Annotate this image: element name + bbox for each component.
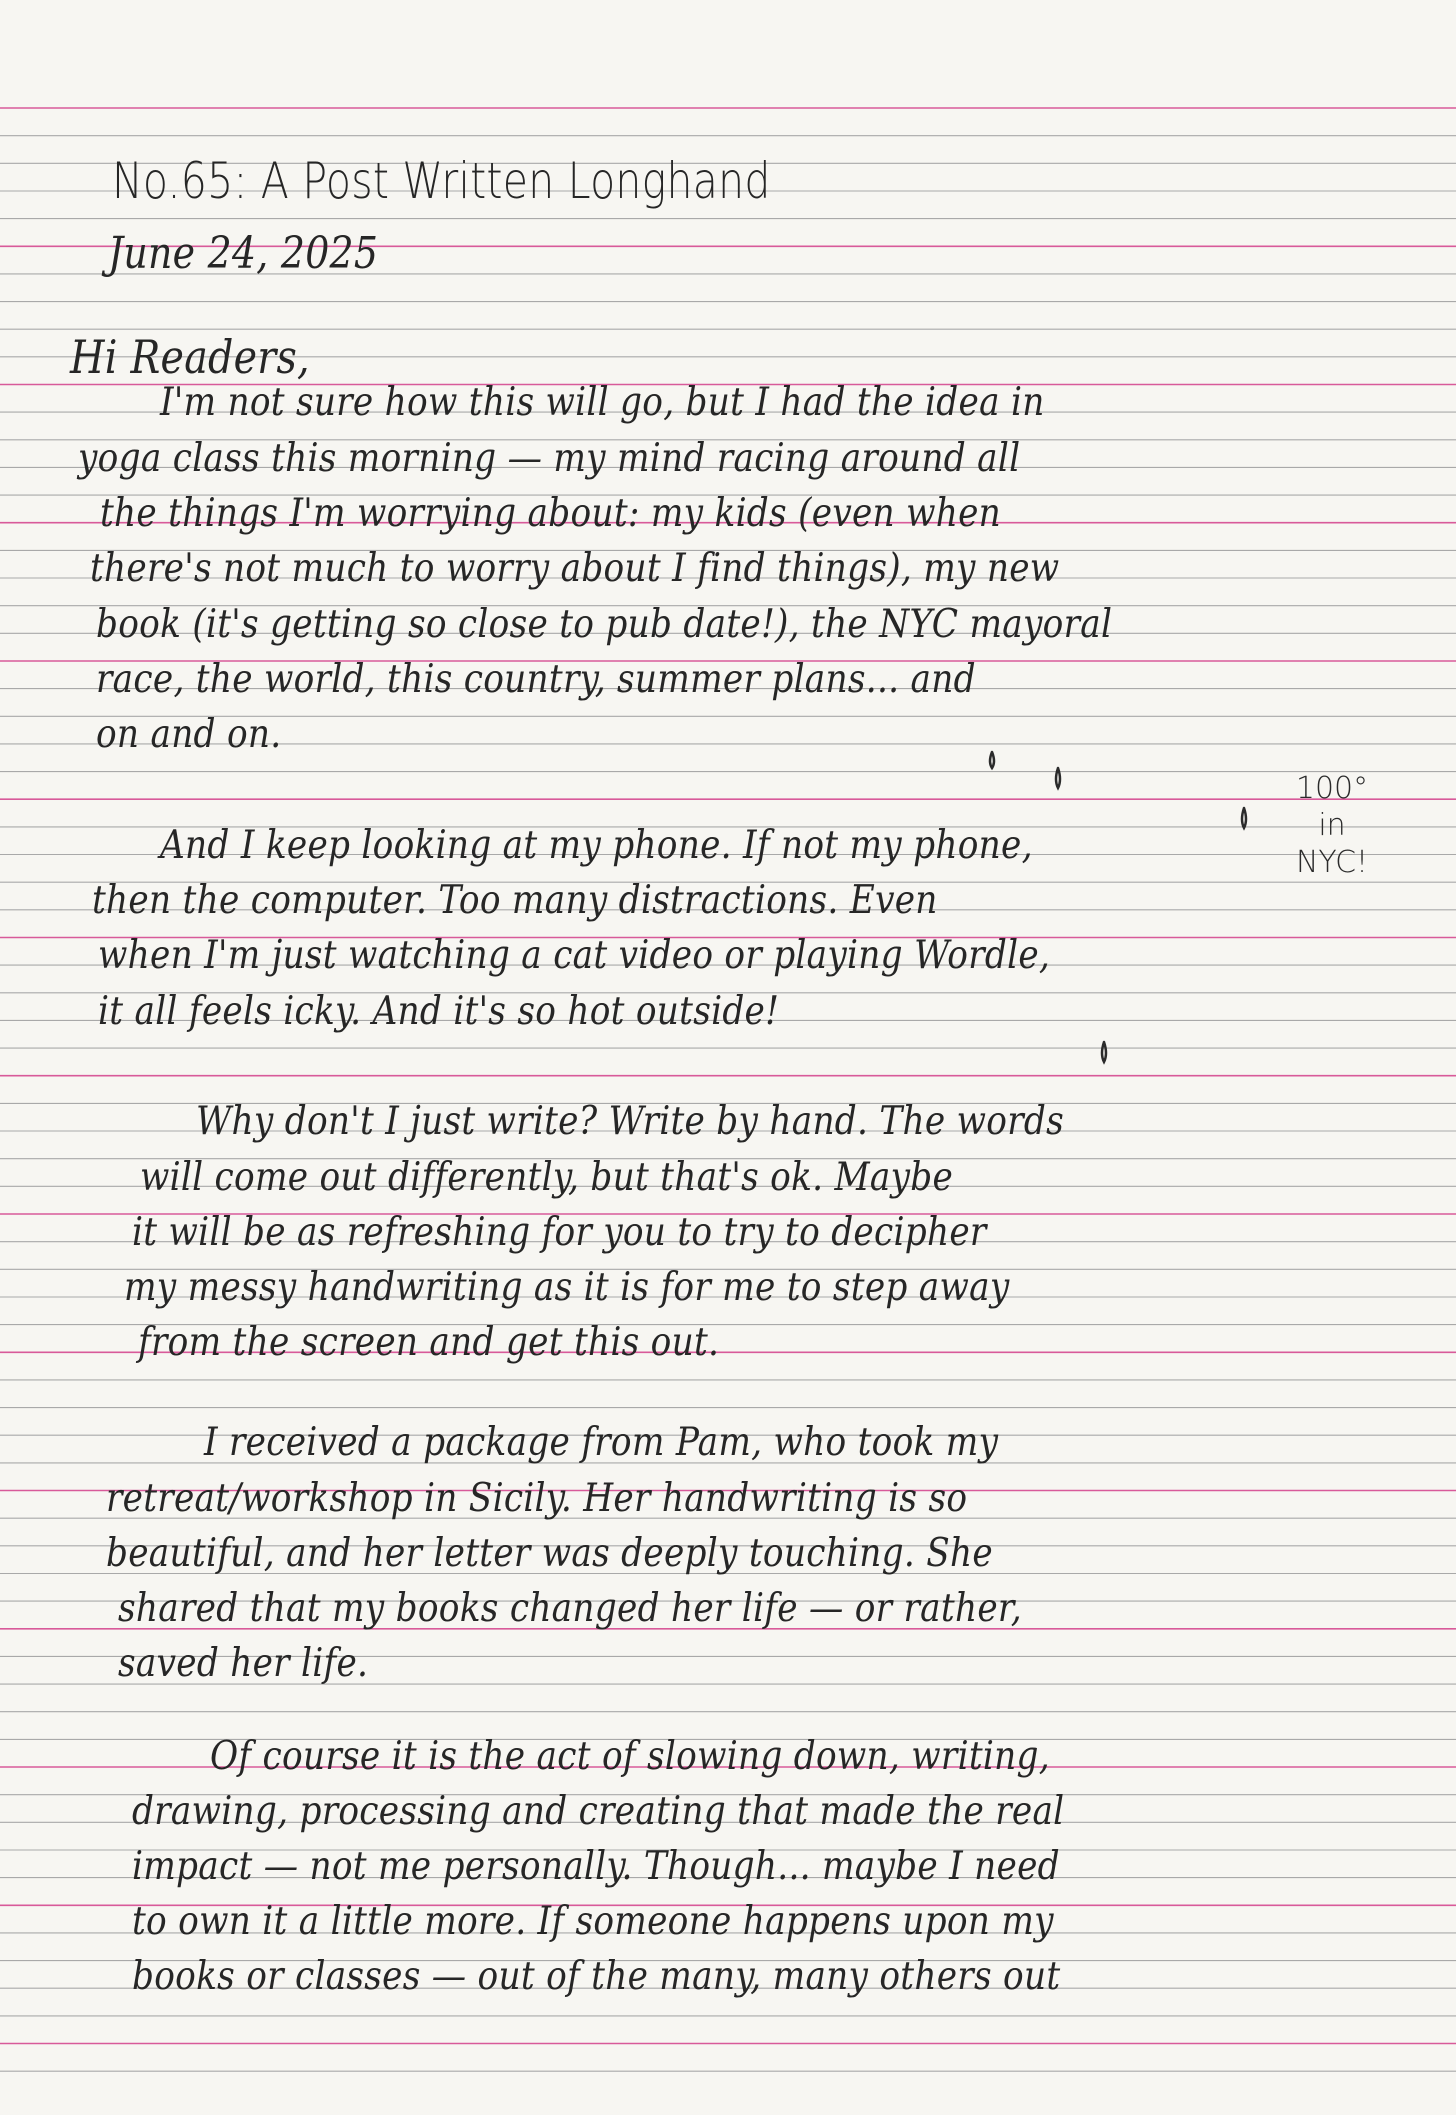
drip-doodle [1056, 768, 1060, 788]
greeting: Hi Readers, [70, 330, 310, 384]
post-date: June 24, 2025 [108, 228, 379, 279]
text-line: books or classes — out of the many, many others out [132, 1954, 1061, 1999]
margin-note-line: NYC! [1295, 845, 1369, 880]
text-line: beautiful, and her letter was deeply touching. She [106, 1531, 993, 1576]
text-line: I'm not sure how this will go, but I had the idea in [160, 380, 1045, 425]
text-line: race, the world, this country, summer plans... and [96, 657, 976, 702]
text-line: I received a package from Pam, who took my [204, 1420, 999, 1465]
text-line: book (it's getting so close to pub date!), the NYC mayoral [96, 602, 1113, 647]
text-line: on and on. [96, 712, 282, 757]
margin-note-line: 100° [1295, 771, 1369, 806]
text-line: there's not much to worry about I find things), my new [90, 546, 1060, 591]
drip-doodle [990, 752, 994, 768]
text-line: it all feels icky. And it's so hot outside! [98, 989, 780, 1034]
text-line: saved her life. [118, 1641, 369, 1686]
text-line: it will be as refreshing for you to try to decipher [132, 1210, 987, 1255]
text-line: yoga class this morning — my mind racing around all [78, 436, 1021, 481]
text-line: my messy handwriting as it is for me to step away [124, 1265, 1010, 1310]
text-line: from the screen and get this out. [138, 1320, 720, 1365]
text-line: drawing, processing and creating that made the real [132, 1789, 1065, 1834]
text-line: when I'm just watching a cat video or playing Wordle, [98, 933, 1051, 978]
text-line: retreat/workshop in Sicily. Her handwriting is so [106, 1476, 968, 1521]
drip-doodle [1242, 808, 1246, 828]
text-line: will come out differently, but that's ok. Maybe [140, 1155, 954, 1200]
drip-doodle [1102, 1042, 1106, 1062]
margin-note-line: in [1318, 808, 1346, 843]
text-line: And I keep looking at my phone. If not my phone, [160, 823, 1033, 868]
text-line: to own it a little more. If someone happens upon my [132, 1899, 1054, 1944]
text-line: Why don't I just write? Write by hand. The words [196, 1099, 1065, 1144]
text-line: then the computer. Too many distractions. Even [92, 878, 938, 923]
post-title: No.65: A Post Written Longhand [112, 152, 771, 210]
text-line: impact — not me personally. Though... maybe I need [132, 1844, 1060, 1889]
text-line: the things I'm worrying about: my kids (even when [100, 491, 1002, 536]
text-line: Of course it is the act of slowing down, writing, [210, 1734, 1050, 1779]
text-line: shared that my books changed her life — or rather, [118, 1586, 1022, 1631]
